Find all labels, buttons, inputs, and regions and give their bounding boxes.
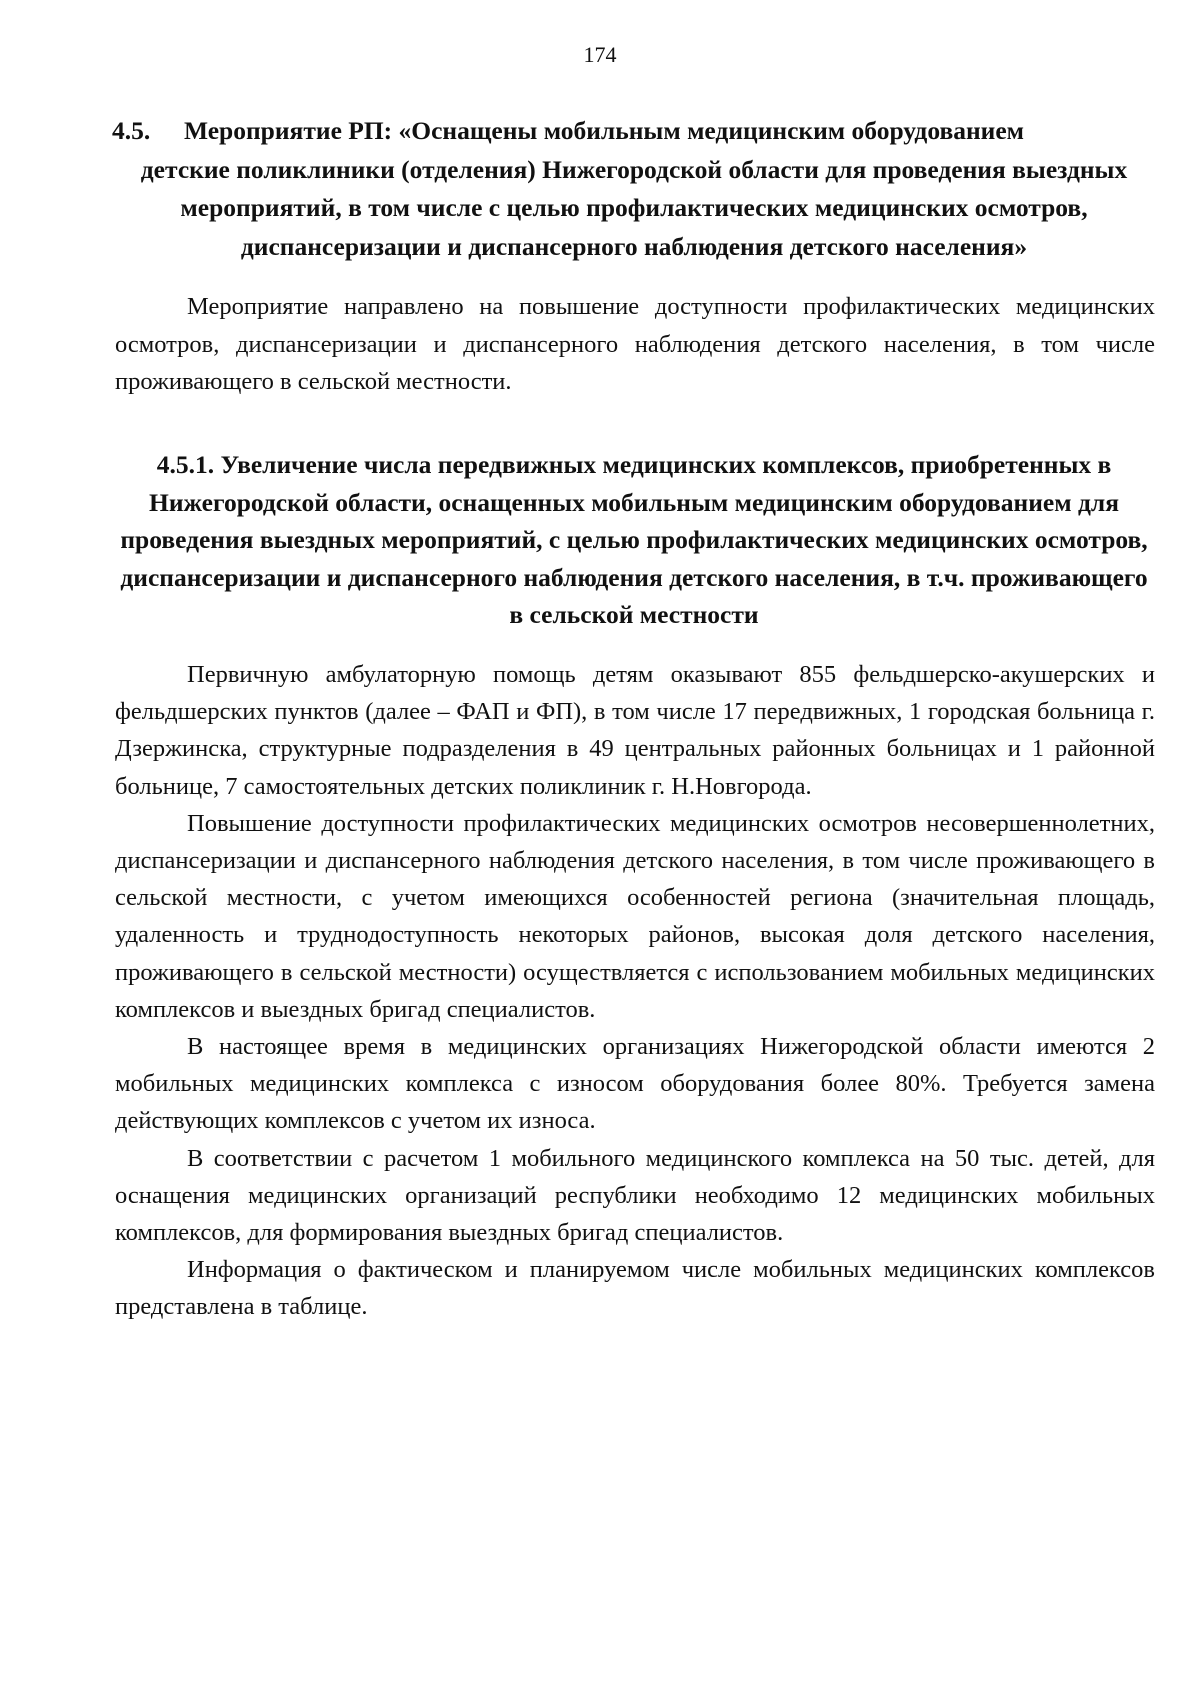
- body-paragraph: В соответствии с расчетом 1 мобильного медицинского комплекса на 50 тыс. детей, для оснащения медицинских организаций республики необходимо 12 медицинских мобильных комплексов, для формирования выездных бригад специалистов.: [115, 1144, 1155, 1247]
- subsection-heading: 4.5.1. Увеличение числа передвижных медицинских комплексов, приобретенных в Нижегородской области, оснащенных мобильным медицинским оборудованием для проведения выездных мероприятий, с целью профилактических медицинских осмотров, диспансеризации и диспансерного наблюдения детского населения, в т.ч. проживающего в сельской местности: [120, 450, 1148, 629]
- section-title-line1: Мероприятие РП: «Оснащены мобильным медицинским оборудованием: [184, 116, 1025, 145]
- body-text: [115, 656, 1155, 1326]
- intro-paragraph: Мероприятие направлено на повышение доступности профилактических медицинских осмотров, диспансеризации и диспансерного наблюдения детского населения, в том числе проживающего в сельской местности.: [115, 293, 1155, 395]
- page-number: 174: [583, 42, 617, 67]
- body-paragraph: В настоящее время в медицинских организациях Нижегородской области имеются 2 мобильных медицинских комплекса с износом оборудования более 80%. Требуется замена действующих комплексов с учетом их износа.: [115, 1033, 1155, 1135]
- body-paragraph: Информация о фактическом и планируемом числе мобильных медицинских комплексов представлена в таблице.: [115, 1256, 1155, 1321]
- section-heading: [112, 112, 1156, 266]
- body-paragraph: Повышение доступности профилактических медицинских осмотров несовершеннолетних, диспансеризации и диспансерного наблюдения детского населения, в том числе проживающего в сельской местности, с учетом имеющихся особенностей региона (значительная площадь, удаленность и труднодоступность некоторых районов, высокая доля детского населения, проживающего в сельской местности) осуществляется с использованием мобильных медицинских комплексов и выездных бригад специалистов.: [115, 809, 1155, 1023]
- section-number: 4.5.: [112, 116, 151, 145]
- body-paragraph: Первичную амбулаторную помощь детям оказывают 855 фельдшерско-акушерских и фельдшерских пунктов (далее – ФАП и ФП), в том числе 17 передвижных, 1 городская больница г. Дзержинска, структурные подразделения в 49 центральных районных больницах и 1 районной больнице, 7 самостоятельных детских поликлиник г. Н.Новгорода.: [115, 661, 1155, 800]
- section-heading-first-line: [112, 112, 1156, 151]
- section-title-rest: детские поликлиники (отделения) Нижегородской области для проведения выездных мероприятий, в том числе с целью профилактических медицинских осмотров, диспансеризации и диспансерного наблюдения детского населения»: [140, 154, 1128, 261]
